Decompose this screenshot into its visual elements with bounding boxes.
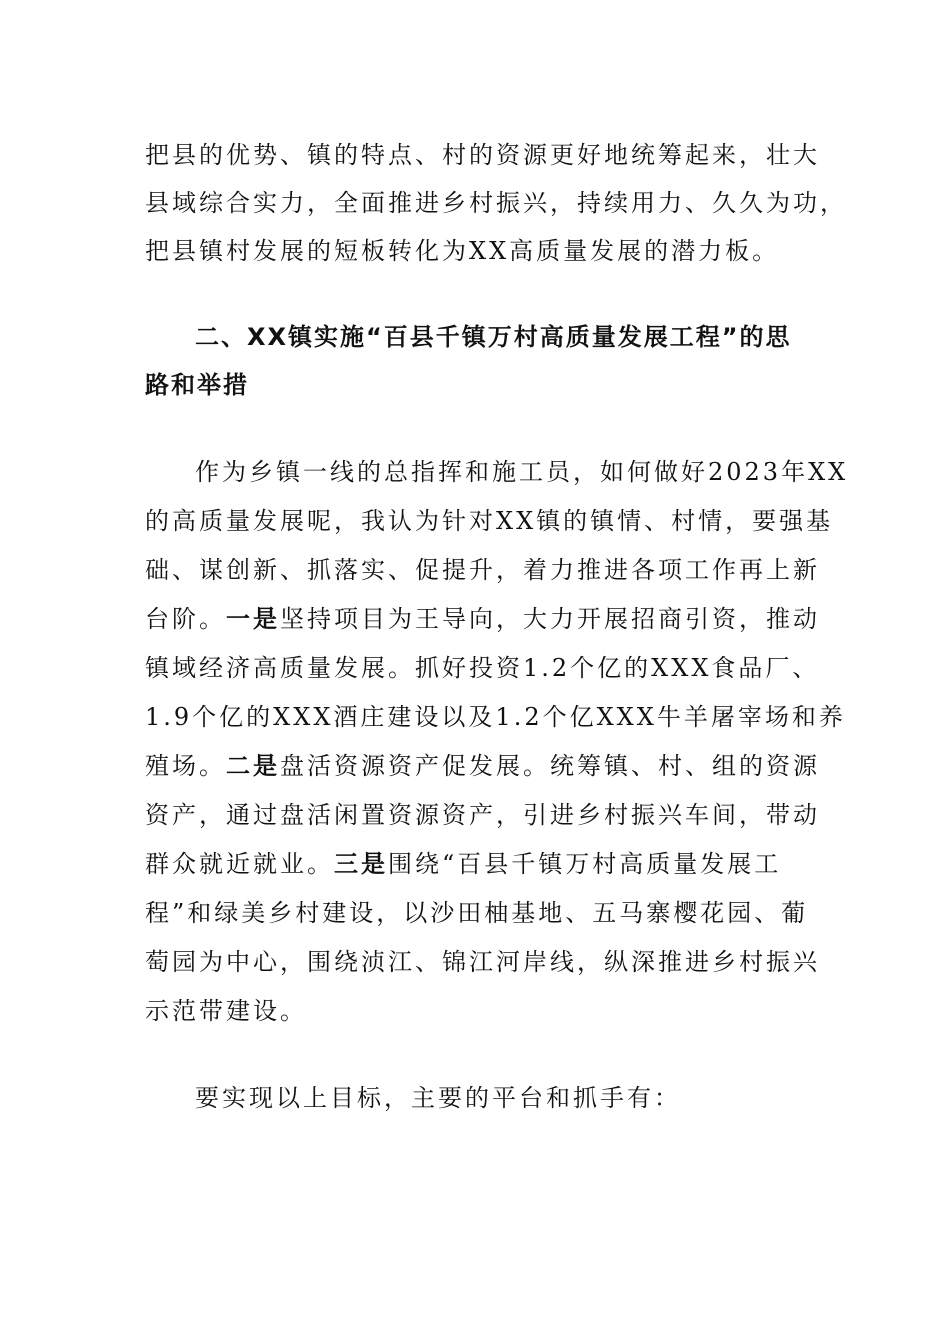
paragraph2-line-2: 的高质量发展呢，我认为针对XX镇的镇情、村情，要强基 xyxy=(145,507,834,535)
paragraph2-line-3: 础、谋创新、抓落实、促提升，着力推进各项工作再上新 xyxy=(145,556,820,584)
paragraph2-line-11: 萄园为中心，围绕浈江、锦江河岸线，纵深推进乡村振兴 xyxy=(145,948,820,976)
text-run: 坚持项目为王导向，大力开展招商引资，推动 xyxy=(280,605,820,633)
text-run: 殖场。 xyxy=(145,752,226,780)
paragraph2-line-5: 镇域经济高质量发展。抓好投资1.2个亿的XXX食品厂、 xyxy=(145,654,820,682)
paragraph1-line-1: 把县的优势、镇的特点、村的资源更好地统筹起来，壮大 xyxy=(145,141,820,169)
section-heading-line-2: 路和举措 xyxy=(145,371,249,399)
paragraph2-line-7 xyxy=(145,751,820,781)
text-run: 台阶。 xyxy=(145,605,226,633)
paragraph1-line-3: 把县镇村发展的短板转化为XX高质量发展的潜力板。 xyxy=(145,237,780,265)
text-run: 盘活资源资产促发展。统筹镇、村、组的资源 xyxy=(280,752,820,780)
paragraph3-line-1: 要实现以上目标，主要的平台和抓手有： xyxy=(195,1084,681,1112)
emphasis-second: 二是 xyxy=(226,751,280,780)
emphasis-first: 一是 xyxy=(226,604,280,633)
paragraph2-line-8: 资产，通过盘活闲置资源资产，引进乡村振兴车间，带动 xyxy=(145,801,820,829)
section-heading-line-1: 二、XX镇实施“百县千镇万村高质量发展工程”的思 xyxy=(195,323,792,351)
text-run: 群众就近就业。 xyxy=(145,850,334,878)
text-run: 围绕“百县千镇万村高质量发展工 xyxy=(388,850,782,878)
paragraph1-line-2: 县域综合实力，全面推进乡村振兴，持续用力、久久为功， xyxy=(145,189,847,217)
paragraph2-line-10: 程”和绿美乡村建设，以沙田柚基地、五马寨樱花园、葡 xyxy=(145,899,809,927)
paragraph2-line-4 xyxy=(145,604,820,634)
paragraph2-line-9 xyxy=(145,849,781,879)
paragraph2-line-6: 1.9个亿的XXX酒庄建设以及1.2个亿XXX牛羊屠宰场和养 xyxy=(145,703,846,731)
paragraph2-line-12: 示范带建设。 xyxy=(145,997,307,1025)
emphasis-third: 三是 xyxy=(334,849,388,878)
paragraph2-line-1: 作为乡镇一线的总指挥和施工员，如何做好2023年XX xyxy=(195,458,849,486)
